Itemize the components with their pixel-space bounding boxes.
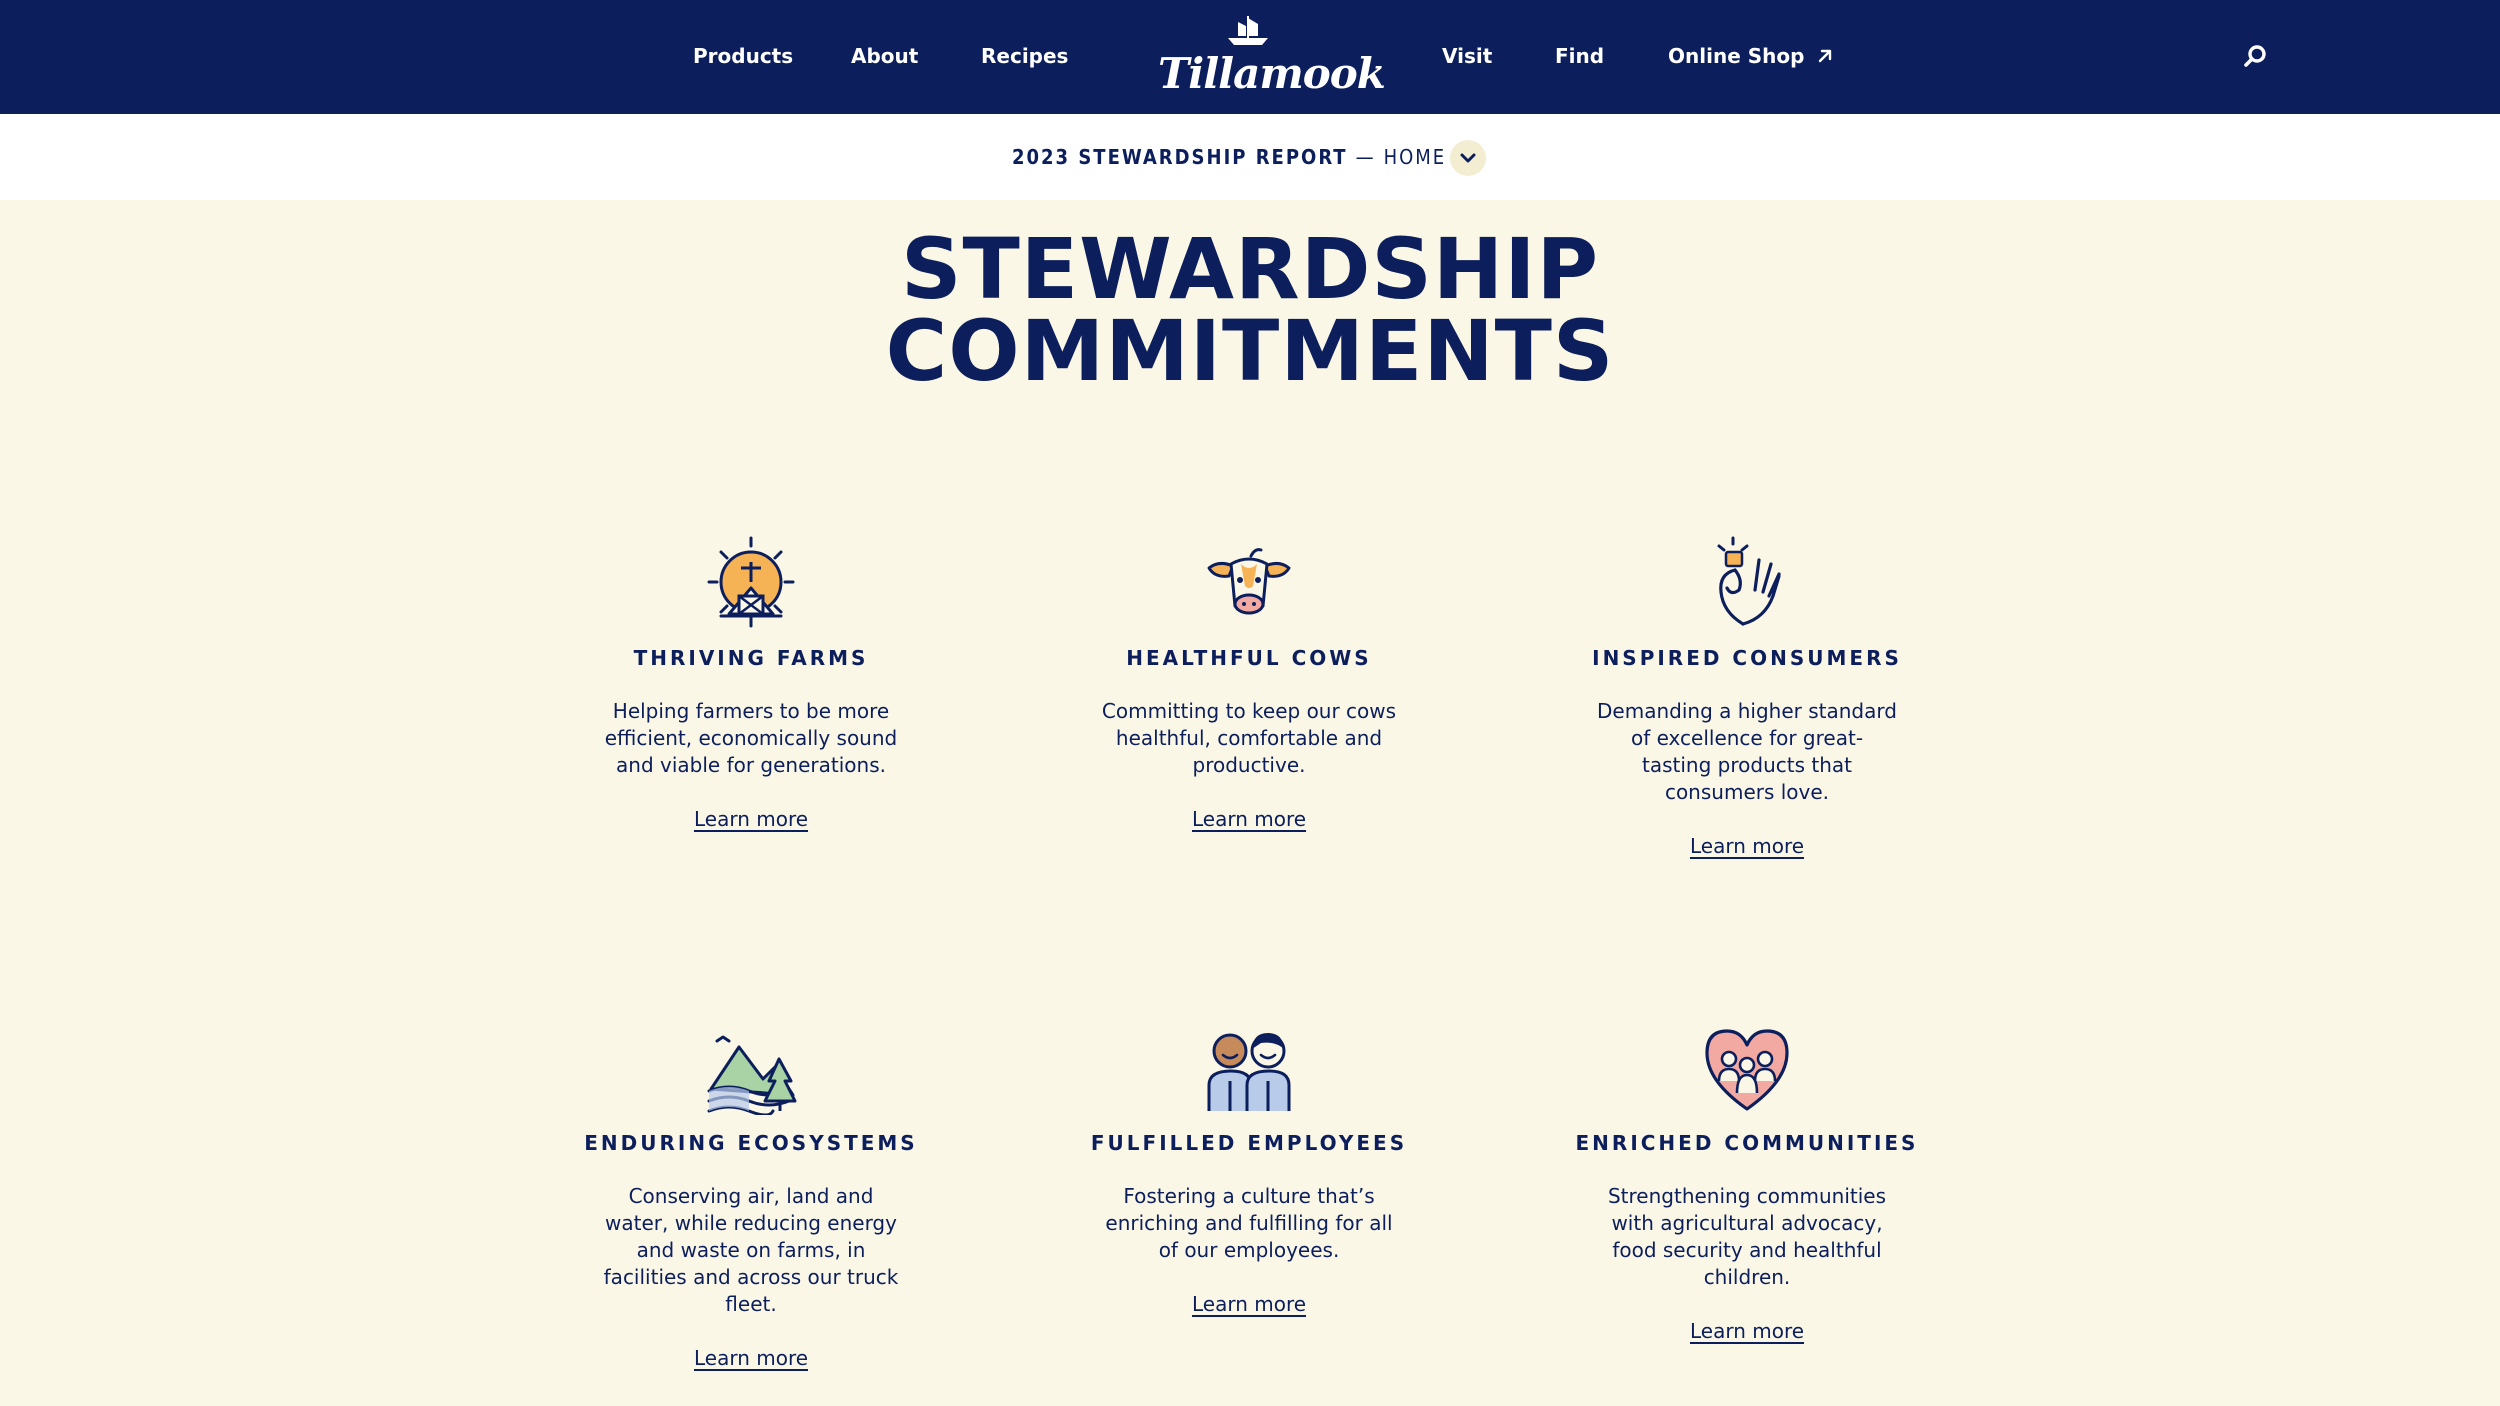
cow-icon: [1201, 534, 1297, 630]
chevron-down-icon: [1459, 151, 1477, 165]
commitment-card-fulfilled-employees: [1039, 1019, 1459, 1316]
commitment-title: ENDURING ECOSYSTEMS: [584, 1131, 918, 1155]
nav-about[interactable]: About: [851, 44, 919, 68]
commitment-card-healthful-cows: [1039, 534, 1459, 831]
commitment-title: HEALTHFUL COWS: [1126, 646, 1372, 670]
commitment-title: FULFILLED EMPLOYEES: [1090, 1131, 1408, 1155]
page-title-line-2: COMMITMENTS: [885, 302, 1615, 400]
commitment-description: Strengthening communities with agricultural advocacy, food security and healthful children.: [1607, 1184, 1886, 1289]
search-button[interactable]: [2240, 42, 2270, 72]
farm-sun-icon: [703, 534, 799, 630]
report-title: 2023 STEWARDSHIP REPORT: [1012, 145, 1348, 169]
employees-icon: [1201, 1019, 1297, 1115]
commitment-description: Conserving air, land and water, while reducing energy and waste on farms, in facilities and across our truck fleet.: [603, 1184, 899, 1316]
heart-community-icon: [1699, 1019, 1795, 1115]
commitment-title: ENRICHED COMMUNITIES: [1575, 1131, 1919, 1155]
hand-cheese-icon: [1699, 534, 1795, 630]
commitment-card-thriving-farms: [541, 534, 961, 831]
learn-more-link[interactable]: Learn more: [693, 807, 809, 831]
report-menu-toggle[interactable]: [1450, 140, 1486, 176]
commitment-description: Fostering a culture that’s enriching and fulfilling for all of our employees.: [1105, 1184, 1393, 1262]
page-title-line-1: STEWARDSHIP: [900, 220, 1600, 318]
report-subnav: [0, 114, 2500, 200]
mountains-trees-icon: [703, 1019, 799, 1115]
learn-more-link[interactable]: Learn more: [1689, 1319, 1805, 1343]
current-page: HOME: [1383, 145, 1447, 169]
learn-more-link[interactable]: Learn more: [1191, 807, 1307, 831]
report-breadcrumb[interactable]: [1012, 114, 1446, 200]
top-nav: [0, 0, 2500, 114]
logo-wordmark: Tillamook: [1158, 49, 1385, 98]
learn-more-link[interactable]: Learn more: [693, 1346, 809, 1370]
tillamook-logo[interactable]: [1158, 18, 1385, 98]
commitment-description: Helping farmers to be more efficient, economically sound and viable for generations.: [604, 699, 898, 777]
page-title: [0, 220, 2500, 400]
commitment-card-enriched-communities: [1537, 1019, 1957, 1343]
commitment-description: Committing to keep our cows healthful, comfortable and productive.: [1101, 699, 1397, 777]
commitment-title: INSPIRED CONSUMERS: [1592, 646, 1902, 670]
nav-online-shop[interactable]: [1668, 0, 1834, 114]
breadcrumb-separator: —: [1355, 145, 1376, 169]
learn-more-link[interactable]: Learn more: [1689, 834, 1805, 858]
commitment-description: Demanding a higher standard of excellence for great-tasting products that consumers love.: [1597, 699, 1897, 804]
commitment-card-inspired-consumers: [1537, 534, 1957, 858]
nav-products[interactable]: Products: [693, 44, 794, 68]
search-icon: [2240, 42, 2270, 72]
nav-recipes[interactable]: Recipes: [981, 44, 1069, 68]
arrow-up-right-icon: [1816, 47, 1834, 65]
learn-more-link[interactable]: Learn more: [1191, 1292, 1307, 1316]
ship-icon: [1224, 16, 1272, 46]
nav-visit[interactable]: Visit: [1442, 44, 1493, 68]
commitment-title: THRIVING FARMS: [633, 646, 869, 670]
nav-find[interactable]: Find: [1555, 44, 1605, 68]
commitment-card-enduring-ecosystems: [541, 1019, 961, 1370]
nav-online-shop-label: Online Shop: [1668, 44, 1805, 68]
